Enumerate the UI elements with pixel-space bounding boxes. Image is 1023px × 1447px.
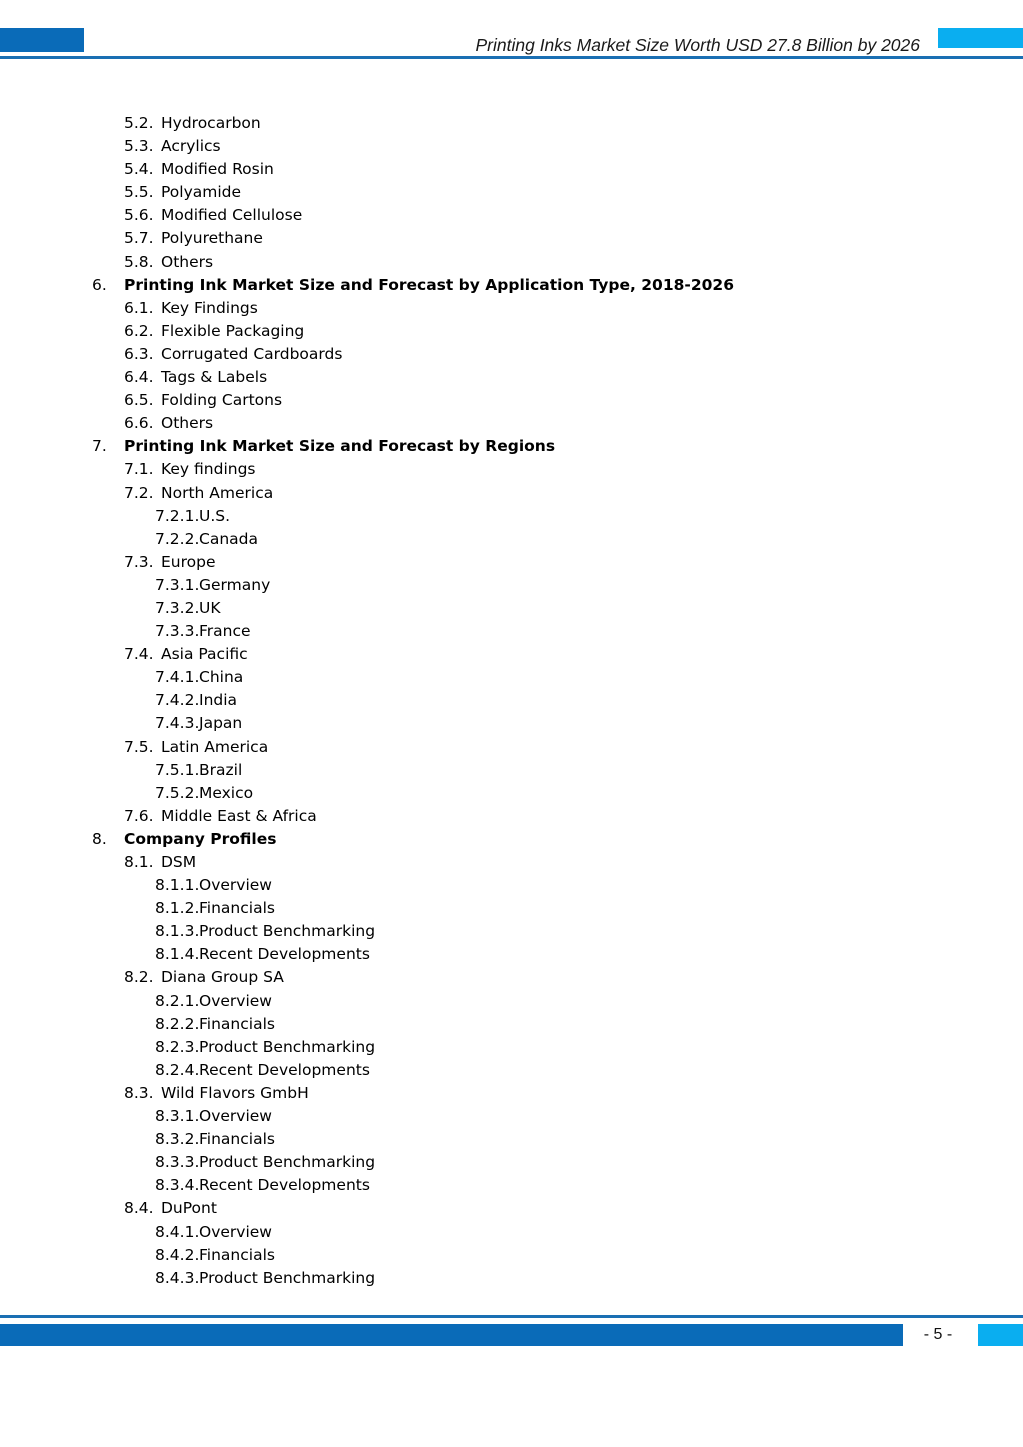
toc-entry-level-2 xyxy=(0,1197,1023,1220)
toc-entry-number: 7.5.2. xyxy=(155,783,200,802)
toc-entry-title: Key findings xyxy=(161,460,256,479)
toc-entry-level-3 xyxy=(0,1036,1023,1059)
toc-entry-level-2 xyxy=(0,851,1023,874)
toc-entry-title: DSM xyxy=(161,853,197,871)
toc-entry-title: Overview xyxy=(199,876,272,895)
toc-entry-number: 8.1.4. xyxy=(155,945,200,964)
toc-entry-number: 8.1.2. xyxy=(155,899,200,918)
toc-entry-level-3 xyxy=(0,528,1023,551)
toc-entry-title: Modified Rosin xyxy=(161,160,274,179)
toc-entry-title: Financials xyxy=(199,1245,275,1264)
toc-entry-level-3 xyxy=(0,1174,1023,1197)
toc-entry-number: 8.1.3. xyxy=(155,922,200,941)
toc-entry-number: 7.3.1. xyxy=(155,575,200,594)
toc-entry-title: China xyxy=(199,668,244,687)
toc-entry-number: 7.4.1. xyxy=(155,668,200,687)
toc-entry-number: 6.2. xyxy=(124,321,154,340)
toc-entry-title: France xyxy=(199,622,251,641)
toc-entry-level-1 xyxy=(0,828,1023,851)
toc-entry-title: Diana Group SA xyxy=(161,968,284,987)
toc-entry-level-2 xyxy=(0,227,1023,250)
toc-entry-title: Germany xyxy=(199,575,271,594)
toc-entry-level-1 xyxy=(0,274,1023,297)
toc-entry-number: 7.2. xyxy=(124,483,154,502)
toc-entry-level-2 xyxy=(0,204,1023,227)
toc-entry-number: 8.2.3. xyxy=(155,1037,200,1056)
header-right-accent-bar xyxy=(938,28,1023,48)
toc-entry-level-1 xyxy=(0,435,1023,458)
toc-entry-number: 6.3. xyxy=(124,344,154,363)
toc-entry-level-3 xyxy=(0,666,1023,689)
toc-entry-title: Acrylics xyxy=(161,137,221,156)
toc-entry-number: 8.2.4. xyxy=(155,1060,200,1079)
toc-entry-number: 6.1. xyxy=(124,298,154,317)
toc-entry-number: 5.2. xyxy=(124,114,154,132)
toc-entry-title: Tags & Labels xyxy=(161,368,268,387)
toc-entry-level-3 xyxy=(0,1013,1023,1036)
toc-entry-number: 7.1. xyxy=(124,460,154,479)
toc-entry-number: 7.5.1. xyxy=(155,760,200,779)
toc-entry-title: Asia Pacific xyxy=(161,645,248,664)
toc-entry-number: 6. xyxy=(92,275,107,294)
toc-entry-number: 8.4.3. xyxy=(155,1268,200,1287)
toc-entry-title: Printing Ink Market Size and Forecast by Regions xyxy=(124,437,556,456)
toc-entry-level-2 xyxy=(0,458,1023,481)
toc-entry-number: 7.4.2. xyxy=(155,691,200,710)
toc-entry-level-3 xyxy=(0,620,1023,643)
toc-entry-title: Polyurethane xyxy=(161,229,263,248)
toc-entry-number: 8.3.2. xyxy=(155,1130,200,1149)
toc-entry-title: Mexico xyxy=(199,783,254,802)
toc-entry-number: 8.4.1. xyxy=(155,1222,200,1241)
toc-entry-number: 8.2.2. xyxy=(155,1014,200,1033)
toc-entry-title: Financials xyxy=(199,1014,275,1033)
toc-entry-number: 8.3. xyxy=(124,1083,154,1102)
toc-entry-level-2 xyxy=(0,736,1023,759)
toc-entry-number: 8.2. xyxy=(124,968,154,987)
toc-entry-title: Canada xyxy=(199,529,258,548)
toc-entry-number: 8.3.3. xyxy=(155,1153,200,1172)
toc-entry-level-3 xyxy=(0,1105,1023,1128)
toc-entry-title: Latin America xyxy=(161,737,269,756)
toc-entry-title: Financials xyxy=(199,1130,275,1149)
toc-entry-level-2 xyxy=(0,551,1023,574)
toc-entry-level-2 xyxy=(0,1082,1023,1105)
toc-entry-level-3 xyxy=(0,874,1023,897)
toc-entry-number: 7.4.3. xyxy=(155,714,200,733)
toc-entry-number: 8. xyxy=(92,829,107,848)
header-title: Printing Inks Market Size Worth USD 27.8 Billion by 2026 xyxy=(475,35,920,55)
toc-entry-number: 5.4. xyxy=(124,160,154,179)
toc-entry-title: Product Benchmarking xyxy=(199,922,376,941)
footer-right-accent-bar xyxy=(978,1324,1023,1346)
toc-entry-title: Brazil xyxy=(199,760,243,779)
toc-entry-number: 8.3.1. xyxy=(155,1107,200,1126)
toc-entry-level-2 xyxy=(0,112,1023,135)
toc-entry-number: 7.5. xyxy=(124,737,154,756)
toc-entry-number: 5.6. xyxy=(124,206,154,225)
toc-entry-title: Company Profiles xyxy=(124,829,277,848)
toc-entry-number: 5.8. xyxy=(124,252,154,271)
toc-entry-title: U.S. xyxy=(199,506,231,525)
toc-entry-number: 6.5. xyxy=(124,391,154,410)
toc-entry-level-3 xyxy=(0,990,1023,1013)
toc-entry-title: Recent Developments xyxy=(199,1176,370,1195)
toc-entry-title: Corrugated Cardboards xyxy=(161,344,343,363)
toc-entry-number: 8.4.2. xyxy=(155,1245,200,1264)
toc-entry-level-2 xyxy=(0,643,1023,666)
header-left-accent-bar xyxy=(0,28,84,52)
toc-entry-number: 7.3.3. xyxy=(155,622,200,641)
toc-entry-number: 7.6. xyxy=(124,806,154,825)
toc-entry-title: Product Benchmarking xyxy=(199,1153,376,1172)
toc-entry-number: 5.7. xyxy=(124,229,154,248)
toc-entry-title: Overview xyxy=(199,991,272,1010)
toc-entry-level-3 xyxy=(0,897,1023,920)
toc-entry-title: Folding Cartons xyxy=(161,391,283,410)
toc-entry-level-3 xyxy=(0,1151,1023,1174)
toc-entry-title: Others xyxy=(161,414,214,433)
toc-entry-title: Others xyxy=(161,252,214,271)
toc-entry-number: 7.4. xyxy=(124,645,154,664)
toc-entry-title: Overview xyxy=(199,1222,272,1241)
toc-entry-title: Hydrocarbon xyxy=(161,114,261,132)
toc-entry-title: North America xyxy=(161,483,274,502)
toc-entry-level-3 xyxy=(0,943,1023,966)
toc-entry-title: Europe xyxy=(161,552,216,571)
footer-rule xyxy=(0,1315,1023,1318)
toc-entry-title: Wild Flavors GmbH xyxy=(161,1083,309,1102)
toc-entry-title: Printing Ink Market Size and Forecast by Application Type, 2018-2026 xyxy=(124,275,734,294)
toc-entry-number: 7.3. xyxy=(124,552,154,571)
toc-entry-number: 8.4. xyxy=(124,1199,154,1218)
toc-entry-number: 8.3.4. xyxy=(155,1176,200,1195)
toc-entry-level-2 xyxy=(0,343,1023,366)
toc-entry-level-2 xyxy=(0,181,1023,204)
toc-entry-level-3 xyxy=(0,782,1023,805)
toc-entry-title: UK xyxy=(199,598,221,617)
toc-entry-level-3 xyxy=(0,597,1023,620)
toc-entry-level-2 xyxy=(0,158,1023,181)
toc-entry-level-2 xyxy=(0,320,1023,343)
toc-entry-level-2 xyxy=(0,366,1023,389)
footer-bar xyxy=(0,1324,903,1346)
toc-entry-title: Product Benchmarking xyxy=(199,1037,376,1056)
toc-entry-title: Key Findings xyxy=(161,298,258,317)
toc-entry-level-3 xyxy=(0,759,1023,782)
toc-entry-level-2 xyxy=(0,389,1023,412)
toc-entry-level-3 xyxy=(0,1221,1023,1244)
toc-entry-title: Japan xyxy=(199,714,243,733)
header-rule xyxy=(0,56,1023,59)
toc-entry-level-2 xyxy=(0,297,1023,320)
toc-entry-level-3 xyxy=(0,689,1023,712)
toc-entry-number: 7. xyxy=(92,437,107,456)
toc-entry-title: Overview xyxy=(199,1107,272,1126)
toc-entry-title: Recent Developments xyxy=(199,1060,370,1079)
toc-entry-number: 7.2.1. xyxy=(155,506,200,525)
toc-entry-level-3 xyxy=(0,1244,1023,1267)
toc-entry-title: India xyxy=(199,691,238,710)
toc-entry-number: 7.2.2. xyxy=(155,529,200,548)
page-number: - 5 - xyxy=(923,1326,953,1343)
toc-entry-title: Middle East & Africa xyxy=(161,806,317,825)
toc-entry-title: Financials xyxy=(199,899,275,918)
toc-entry-title: Modified Cellulose xyxy=(161,206,303,225)
toc-entry-level-2 xyxy=(0,805,1023,828)
toc-entry-title: Recent Developments xyxy=(199,945,370,964)
toc-entry-level-3 xyxy=(0,574,1023,597)
toc-entry-level-2 xyxy=(0,482,1023,505)
toc-entry-number: 8.1. xyxy=(124,853,154,871)
toc-entry-level-2 xyxy=(0,251,1023,274)
toc-entry-level-3 xyxy=(0,920,1023,943)
toc-entry-number: 5.5. xyxy=(124,183,154,202)
toc-entry-title: Flexible Packaging xyxy=(161,321,305,340)
toc-entry-number: 6.4. xyxy=(124,368,154,387)
toc-entry-number: 8.2.1. xyxy=(155,991,200,1010)
toc-entry-number: 6.6. xyxy=(124,414,154,433)
toc-entry-level-3 xyxy=(0,1128,1023,1151)
toc-entry-level-2 xyxy=(0,412,1023,435)
toc-entry-title: DuPont xyxy=(161,1199,217,1218)
toc-entry-title: Product Benchmarking xyxy=(199,1268,376,1287)
toc-entry-number: 8.1.1. xyxy=(155,876,200,895)
toc-entry-title: Polyamide xyxy=(161,183,242,202)
toc-entry-level-2 xyxy=(0,135,1023,158)
toc-entry-level-3 xyxy=(0,1059,1023,1082)
toc-entry-level-3 xyxy=(0,1267,1023,1290)
toc-entry-level-3 xyxy=(0,712,1023,735)
toc-entry-number: 5.3. xyxy=(124,137,154,156)
toc-entry-level-3 xyxy=(0,505,1023,528)
table-of-contents xyxy=(0,112,1023,1290)
toc-entry-level-2 xyxy=(0,966,1023,989)
toc-entry-number: 7.3.2. xyxy=(155,598,200,617)
